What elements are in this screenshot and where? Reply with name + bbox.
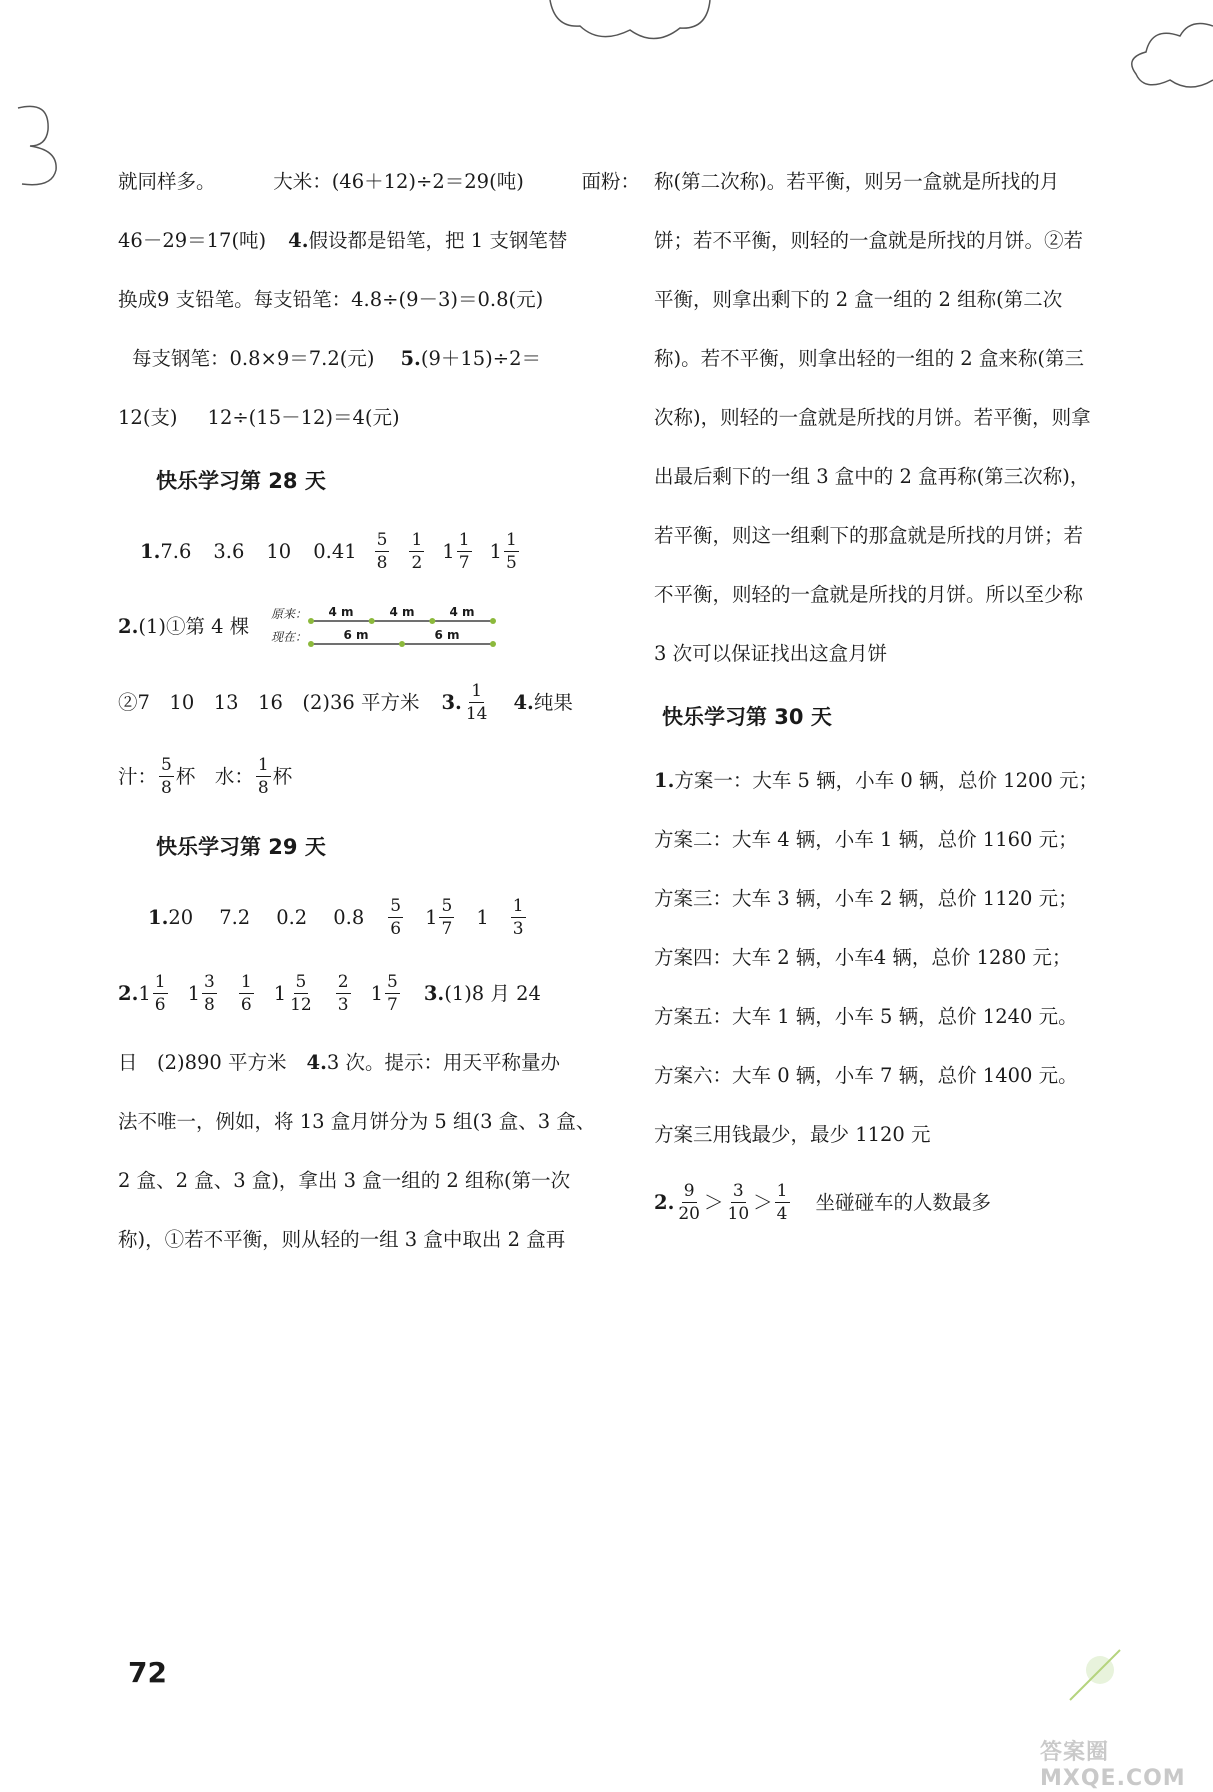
text-line <box>654 506 1159 565</box>
fraction: $\frac{2}{3}$ <box>337 971 349 1015</box>
day28-q1 <box>118 515 640 587</box>
text-segment: 方案一：大车 5 辆，小车 0 辆，总价 1200 元； <box>674 769 1098 792</box>
fraction: $\frac{1}{14}$ <box>465 680 488 724</box>
text-line <box>654 388 1159 447</box>
fraction: $\frac{3}{10}$ <box>727 1180 750 1224</box>
text-line <box>118 388 640 447</box>
question-number: 3. <box>441 690 462 714</box>
tree-dot <box>399 641 405 647</box>
text-line <box>654 565 1159 624</box>
question-number: 2. <box>118 614 139 638</box>
text-line <box>118 1092 640 1151</box>
text-line <box>118 1151 640 1210</box>
question-number: 4. <box>306 1051 327 1074</box>
text-segment: 杯 <box>272 764 293 788</box>
fraction: $\frac{1}{3}$ <box>512 895 524 939</box>
text-segment: 杯 水： <box>175 764 254 788</box>
plan-line <box>654 928 1159 987</box>
text-segment: 面粉： <box>581 170 640 193</box>
right-column <box>654 152 1159 1240</box>
text-segment: 3 次可以保证找出这盒月饼 <box>654 642 888 665</box>
text-line <box>118 211 640 270</box>
tree-dot <box>490 618 496 624</box>
text-segment: 纯果 <box>533 690 573 714</box>
question-number: 5. <box>400 347 421 370</box>
text-segment: 方案二：大车 4 辆，小车 1 辆，总价 1160 元； <box>654 828 1078 851</box>
text-line <box>118 1210 640 1269</box>
mixed-number: 1 $\frac{3}{8}$ <box>187 971 215 1015</box>
tree-dot <box>490 641 496 647</box>
day28-q2b <box>118 665 640 739</box>
text-segment: (1)①第 4 棵 <box>138 614 250 638</box>
text-segment: 汁： <box>118 764 158 788</box>
text-segment: 方案六：大车 0 辆，小车 7 辆，总价 1400 元。 <box>654 1064 1078 1087</box>
fraction: $\frac{5}{8}$ <box>376 529 388 573</box>
text-line <box>118 152 640 211</box>
text-line <box>654 329 1159 388</box>
watermark-logo: 答案圈 MXQE.COM <box>1040 1740 1186 1791</box>
tree-spacing-diagram <box>271 601 501 651</box>
tree-dot <box>308 641 314 647</box>
text-segment: 称(第二次称)。若平衡，则另一盒就是所找的月 <box>654 170 1060 193</box>
answer-value: 0.41 <box>313 539 357 563</box>
tree-dot <box>308 618 314 624</box>
text-segment: 平衡，则拿出剩下的 2 盒一组的 2 组称(第二次 <box>654 288 1063 311</box>
text-segment: 2 盒、2 盒、3 盒)，拿出 3 盒一组的 2 组称(第一次 <box>118 1169 571 1192</box>
mixed-number: 1 $\frac{5}{12}$ <box>273 971 312 1015</box>
distance-label: 4 m <box>389 605 415 619</box>
text-line <box>654 624 1159 683</box>
sparkle-decoration <box>1060 1640 1140 1710</box>
text-segment: 方案三用钱最少，最少 1120 元 <box>654 1123 931 1146</box>
text-segment: 若平衡，则这一组剩下的那盒就是所找的月饼；若 <box>654 524 1084 547</box>
question-number: 1. <box>140 539 161 563</box>
text-segment: 次称)，则轻的一盒就是所找的月饼。若平衡，则拿 <box>654 406 1091 429</box>
answer-value: 3.6 <box>213 539 245 563</box>
distance-label: 6 m <box>343 628 369 642</box>
plan-line <box>654 810 1159 869</box>
plan-line <box>654 987 1159 1046</box>
mixed-number: 1 $\frac{5}{7}$ <box>425 895 453 939</box>
greater-than-sign: ＞ <box>704 1190 724 1214</box>
tree-dot <box>369 618 375 624</box>
greater-than-sign: ＞ <box>753 1190 773 1214</box>
text-line <box>118 270 640 329</box>
text-segment: 方案三：大车 3 辆，小车 2 辆，总价 1120 元； <box>654 887 1078 910</box>
diagram-label-now: 现在： <box>271 630 308 644</box>
distance-label: 6 m <box>434 628 460 642</box>
distance-label: 4 m <box>449 605 475 619</box>
cloud-decoration-top <box>545 0 715 50</box>
text-line <box>654 447 1159 506</box>
question-number: 1. <box>654 769 675 792</box>
text-segment: (9＋15)÷2＝ <box>420 347 542 370</box>
text-segment: 46－29＝17(吨) <box>118 229 267 252</box>
text-segment: 就同样多。 <box>118 170 216 193</box>
page-number: 72 <box>128 1656 167 1689</box>
text-segment: 称)。若不平衡，则拿出轻的一组的 2 盒来称(第三 <box>654 347 1085 370</box>
fraction: $\frac{1}{4}$ <box>776 1180 788 1224</box>
text-segment: 不平衡，则轻的一盒就是所找的月饼。所以至少称 <box>654 583 1084 606</box>
diagram-label-original: 原来： <box>271 607 308 621</box>
tree-dot <box>430 618 436 624</box>
swirl-decoration-left <box>10 100 70 190</box>
answer-value: 1 <box>476 905 489 929</box>
question-number: 2. <box>118 981 139 1005</box>
section-heading-day-29: 快乐学习第 29 天 <box>156 835 326 859</box>
distance-label: 4 m <box>328 605 354 619</box>
text-segment: 法不唯一，例如，将 13 盒月饼分为 5 组(3 盒、3 盒、 <box>118 1110 596 1133</box>
text-segment: 假设都是铅笔，把 1 支钢笔替 <box>308 229 568 252</box>
fraction: $\frac{1}{8}$ <box>257 754 269 798</box>
plan-line <box>654 1105 1159 1164</box>
fraction: $\frac{1}{6}$ <box>240 971 252 1015</box>
answer-value: 10 <box>266 539 292 563</box>
answer-value: 7.6 <box>160 539 192 563</box>
text-segment: 换成9 支铅笔。每支铅笔：4.8÷(9－3)＝0.8(元) <box>118 288 544 311</box>
text-segment: 3 次。提示：用天平称量办 <box>326 1051 561 1074</box>
plan-line <box>654 751 1159 810</box>
text-segment: 出最后剩下的一组 3 盒中的 2 盒再称(第三次称)， <box>654 465 1090 488</box>
text-segment: 坐碰碰车的人数最多 <box>815 1190 992 1214</box>
mixed-number: 1 $\frac{1}{7}$ <box>442 529 470 573</box>
plan-line <box>654 1046 1159 1105</box>
text-segment: 12(支) <box>118 406 178 429</box>
question-number: 1. <box>148 905 169 929</box>
fraction: $\frac{1}{2}$ <box>411 529 423 573</box>
day29-q2 <box>118 953 640 1033</box>
day30-q2 <box>654 1164 1159 1240</box>
day28-q4b <box>118 739 640 813</box>
fraction: $\frac{5}{6}$ <box>390 895 402 939</box>
mixed-number: 1 $\frac{5}{7}$ <box>370 971 398 1015</box>
mixed-number: 1 $\frac{1}{5}$ <box>489 529 517 573</box>
text-line <box>118 329 640 388</box>
text-line <box>654 270 1159 329</box>
day28-q2 <box>118 587 640 665</box>
section-heading-day-30: 快乐学习第 30 天 <box>662 705 832 729</box>
answer-value: 0.8 <box>333 905 365 929</box>
cloud-decoration-right <box>1040 18 1213 88</box>
text-line <box>118 1033 640 1092</box>
answer-value: 7.2 <box>219 905 251 929</box>
text-segment: (1)8 月 24 <box>444 981 541 1005</box>
day29-q1 <box>118 881 640 953</box>
text-segment: 每支钢笔：0.8×9＝7.2(元) <box>132 347 375 370</box>
plan-line <box>654 869 1159 928</box>
mixed-number: 1 $\frac{1}{6}$ <box>138 971 166 1015</box>
left-column <box>118 152 640 1269</box>
text-segment: 大米：(46＋12)÷2＝29(吨) <box>273 170 524 193</box>
fraction: $\frac{9}{20}$ <box>678 1180 700 1224</box>
text-segment: 方案四：大车 2 辆，小车4 辆，总价 1280 元； <box>654 946 1072 969</box>
text-segment: 饼；若不平衡，则轻的一盒就是所找的月饼。②若 <box>654 229 1084 252</box>
text-segment: 日 (2)890 平方米 <box>118 1051 287 1074</box>
text-line <box>654 211 1159 270</box>
text-segment: 方案五：大车 1 辆，小车 5 辆，总价 1240 元。 <box>654 1005 1078 1028</box>
section-heading-day-28: 快乐学习第 28 天 <box>156 469 326 493</box>
answer-value: 0.2 <box>276 905 308 929</box>
text-segment: 称)，①若不平衡，则从轻的一组 3 盒中取出 2 盒再 <box>118 1228 566 1251</box>
question-number: 4. <box>288 229 309 252</box>
fraction: $\frac{5}{8}$ <box>161 754 172 798</box>
answer-value: 20 <box>168 905 194 929</box>
question-number: 3. <box>423 981 445 1005</box>
text-segment: ②7 10 13 16 (2)36 平方米 <box>118 690 420 714</box>
question-number: 2. <box>654 1190 675 1214</box>
text-line <box>654 152 1159 211</box>
text-segment: 12÷(15－12)＝4(元) <box>207 406 400 429</box>
question-number: 4. <box>513 690 534 714</box>
